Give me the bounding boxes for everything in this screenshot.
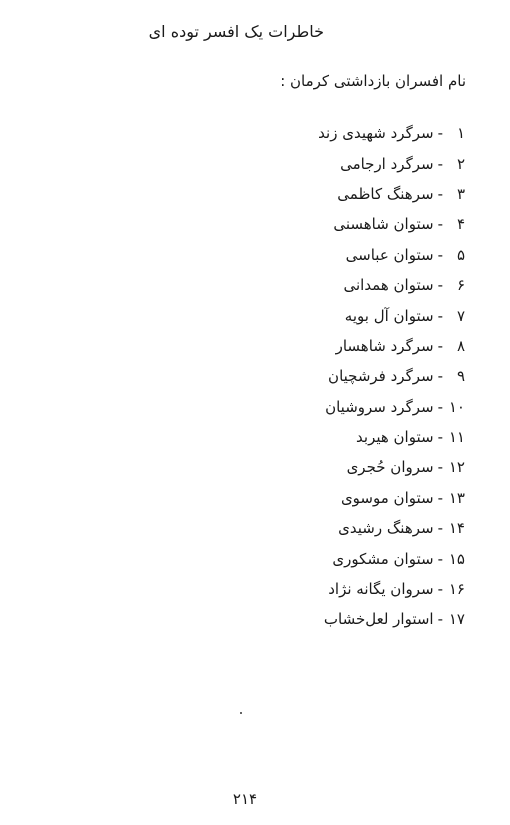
list-item-number: ۵ xyxy=(456,245,465,264)
officer-name: سرگرد شاهسار xyxy=(335,336,434,355)
list-item-dash: - xyxy=(437,458,443,477)
list-item xyxy=(318,209,465,239)
list-item-dash: - xyxy=(437,276,443,295)
list-item xyxy=(318,331,465,361)
list-item-number: ۷ xyxy=(456,306,465,325)
list-item xyxy=(318,300,465,330)
officer-name: سرگرد ارجامی xyxy=(340,154,434,173)
list-item-dash: - xyxy=(437,124,443,143)
list-item-dash: - xyxy=(437,184,443,203)
list-item-number: ۳ xyxy=(456,184,465,203)
officer-name: ستوان هیربد xyxy=(356,428,434,447)
list-item-dash: - xyxy=(437,306,443,325)
list-item xyxy=(318,604,465,634)
list-item xyxy=(318,361,465,391)
officer-name: ستوان شاهسنی xyxy=(333,215,434,234)
list-item-number: ۴ xyxy=(456,215,465,234)
list-item-number: ۱۲ xyxy=(448,458,465,477)
officer-name: سروان حُجری xyxy=(346,458,434,477)
section-heading: نام افسران بازداشتی کرمان : xyxy=(280,72,466,90)
list-item xyxy=(318,148,465,178)
list-item xyxy=(318,240,465,270)
list-item-number: ۱۵ xyxy=(448,549,465,568)
list-item-dash: - xyxy=(437,488,443,507)
page-number: ۲۱۴ xyxy=(232,790,258,808)
list-item xyxy=(318,574,465,604)
list-item-number: ۶ xyxy=(456,276,465,295)
officer-name: سرگرد فرشچیان xyxy=(328,367,434,386)
list-item-dash: - xyxy=(437,397,443,416)
officer-list xyxy=(318,118,465,635)
list-item-number: ۹ xyxy=(456,367,465,386)
officer-name: استوار لعل‌خشاب xyxy=(323,610,434,629)
officer-name: ستوان موسوی xyxy=(340,488,434,507)
list-item-number: ۱۴ xyxy=(448,519,465,538)
list-item-number: ۱ xyxy=(456,124,465,143)
officer-name: ستوان عباسی xyxy=(345,245,434,264)
list-item xyxy=(318,483,465,513)
officer-name: سروان یگانه نژاد xyxy=(328,580,434,599)
list-item-dash: - xyxy=(437,580,443,599)
list-item xyxy=(318,392,465,422)
list-item-dash: - xyxy=(437,336,443,355)
list-item-dash: - xyxy=(437,610,443,629)
list-item xyxy=(318,543,465,573)
list-item xyxy=(318,422,465,452)
list-item xyxy=(318,513,465,543)
officer-name: سرگرد شهیدی زند xyxy=(318,124,434,143)
list-item-dash: - xyxy=(437,154,443,173)
list-item-number: ۱۳ xyxy=(448,488,465,507)
list-item xyxy=(318,270,465,300)
officer-name: سرگرد سروشیان xyxy=(325,397,434,416)
list-item-dash: - xyxy=(437,367,443,386)
list-item-dash: - xyxy=(437,428,443,447)
list-item xyxy=(318,179,465,209)
list-item-number: ۱۷ xyxy=(448,610,465,629)
list-item xyxy=(318,118,465,148)
list-item-number: ۲ xyxy=(456,154,465,173)
officer-name: ستوان همدانی xyxy=(343,276,434,295)
list-item-dash: - xyxy=(437,519,443,538)
list-item-number: ۱۰ xyxy=(448,397,465,416)
officer-name: ستوان آل بویه xyxy=(344,306,434,325)
ink-speck xyxy=(240,712,242,714)
list-item xyxy=(318,452,465,482)
list-item-number: ۸ xyxy=(456,336,465,355)
list-item-number: ۱۱ xyxy=(448,428,465,447)
list-item-dash: - xyxy=(437,215,443,234)
running-header-title: خاطرات یک افسر توده ای xyxy=(148,22,324,41)
officer-name: سرهنگ رشیدی xyxy=(338,519,434,538)
list-item-number: ۱۶ xyxy=(448,580,465,599)
list-item-dash: - xyxy=(437,245,443,264)
list-item-dash: - xyxy=(437,549,443,568)
officer-name: ستوان مشکوری xyxy=(332,549,434,568)
officer-name: سرهنگ کاظمی xyxy=(337,184,434,203)
